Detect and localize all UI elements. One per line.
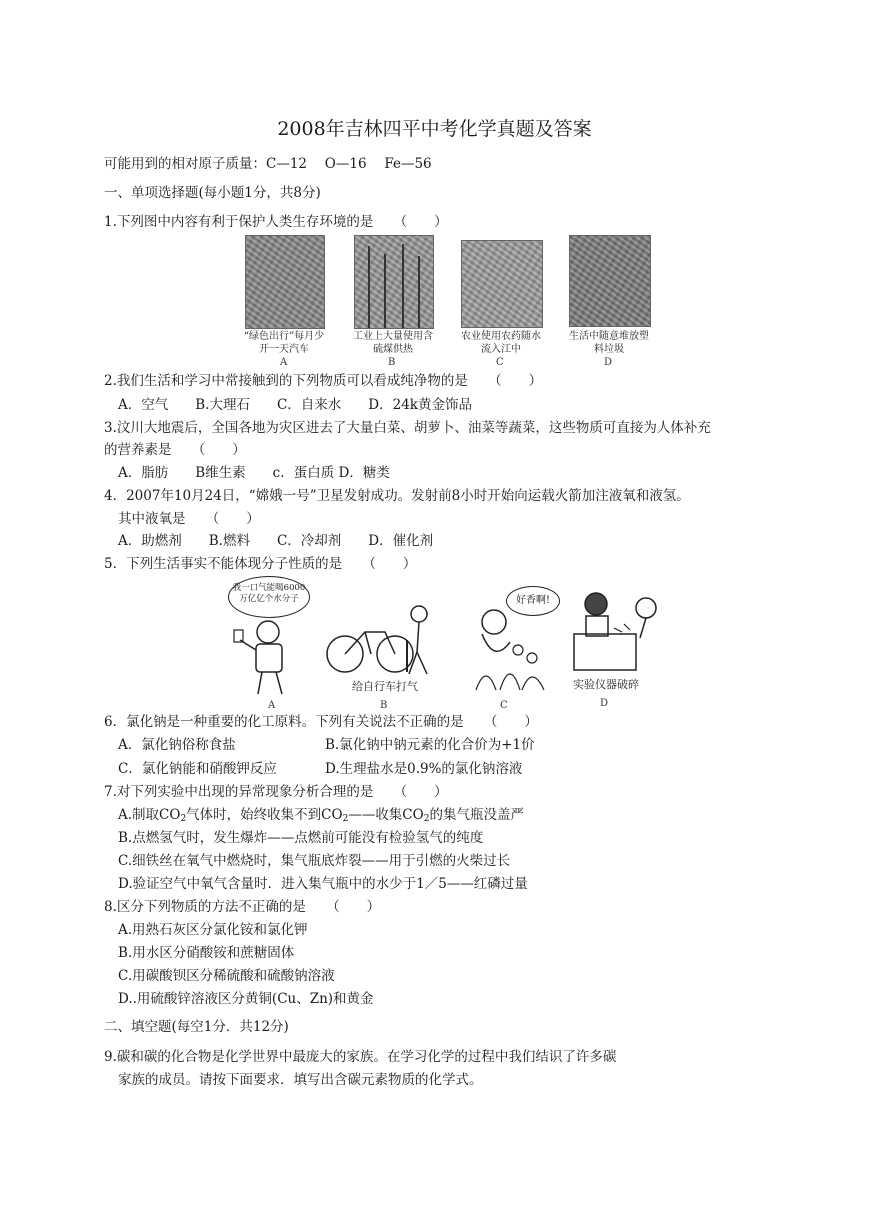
q7-a-part-3: ——收集CO: [348, 807, 424, 823]
question-8-option-a: A.用熟石灰区分氯化铵和氯化钾: [118, 922, 308, 938]
q1-photo-b: [354, 235, 434, 329]
question-7: 7.对下列实验中出现的异常现象分析合理的是 （ ）: [104, 784, 448, 800]
q5-flower-girl-drawing: [466, 602, 556, 692]
question-6-option-d: D.生理盐水是0.9%的氯化钠溶液: [325, 761, 523, 777]
question-2: 2.我们生活和学习中常接触到的下列物质可以看成纯净物的是 （ ）: [104, 373, 543, 389]
question-7-option-b: B.点燃氢气时，发生爆炸——点燃前可能没有检验氢气的纯度: [118, 830, 484, 846]
q7-a-part-1: A.制取CO: [118, 807, 181, 823]
q1-photo-a: [245, 235, 325, 329]
q5-letter-c: C: [500, 700, 508, 711]
question-7-option-a: [118, 805, 524, 829]
question-6: 6．氯化钠是一种重要的化工原料。下列有关说法不正确的是 （ ）: [104, 714, 538, 730]
q5-speech-bubble-c: 好香啊!: [506, 586, 560, 616]
question-9-line-1: 9.碳和碳的化合物是化学世界中最庞大的家族。在学习化学的过程中我们结识了许多碳: [104, 1049, 617, 1065]
q1-letter-a: A: [280, 357, 288, 368]
q1-letter-b: B: [388, 357, 396, 368]
q7-a-sub-3: 2: [423, 814, 430, 824]
q5-letter-b: B: [380, 700, 388, 711]
question-1: 1.下列图中内容有利于保护人类生存环境的是 （ ）: [104, 214, 448, 230]
question-9-line-2: 家族的成员。请按下面要求．填写出含碳元素物质的化学式。: [118, 1072, 483, 1088]
question-8-option-c: C.用碳酸钡区分稀硫酸和硫酸钠溶液: [118, 968, 335, 984]
question-4-options: A．助燃剂 B.燃料 C．冷却剂 D．催化剂: [118, 533, 434, 549]
question-4-line-2: 其中液氧是 （ ）: [118, 511, 260, 527]
section-1-heading: 一、单项选择题(每小题1分，共8分): [104, 185, 321, 201]
question-7-option-c: C.细铁丝在氧气中燃烧时，集气瓶底炸裂——用于引燃的火柴过长: [118, 853, 511, 869]
q5-speech-bubble-a: 我一口气能喝6000万亿亿个水分子: [228, 576, 310, 618]
q1-caption-c: 农业使用农药随水流入江中: [461, 331, 541, 355]
atomic-mass-note: 可能用到的相对原子质量：C—12 O—16 Fe—56: [104, 156, 432, 172]
q1-caption-d: 生活中随意堆放塑料垃圾: [569, 331, 649, 355]
q5-caption-b: 给自行车打气: [352, 680, 418, 693]
question-6-option-a: A．氯化钠俗称食盐: [118, 737, 236, 753]
question-3-options: A．脂肪 B维生素 c．蛋白质 D．糖类: [118, 465, 390, 481]
question-8: 8.区分下列物质的方法不正确的是 （ ）: [104, 899, 381, 915]
q7-a-sub-2: 2: [342, 814, 349, 824]
q1-trees-graphic: [355, 236, 433, 328]
q5-letter-d: D: [600, 698, 609, 709]
section-2-heading: 二、填空题(每空1分．共12分): [104, 1019, 289, 1035]
q1-letter-c: C: [496, 357, 504, 368]
q7-a-part-2: 气体时，始终收集不到CO: [186, 807, 343, 823]
question-8-option-d: D..用硫酸锌溶液区分黄铜(Cu、Zn)和黄金: [118, 991, 374, 1007]
question-7-option-d: D.验证空气中氧气含量时．进入集气瓶中的水少于1／5——红磷过量: [118, 876, 528, 892]
q5-bicycle-pump-drawing: [323, 604, 443, 680]
question-6-option-b: B.氯化钠中钠元素的化合价为+1价: [325, 737, 535, 753]
question-3-line-2: 的营养素是 （ ）: [104, 442, 246, 458]
q1-caption-b: 工业上大量使用含硫煤供热: [353, 331, 433, 355]
question-2-options: A．空气 B.大理石 C．自来水 D．24k黄金饰品: [118, 397, 472, 413]
question-3-line-1: 3.汶川大地震后，全国各地为灾区进去了大量白菜、胡萝卜、油菜等蔬菜，这些物质可直接为人体补充: [104, 420, 711, 436]
q1-photo-c: [461, 240, 543, 328]
question-4-line-1: 4．2007年10月24日，“嫦娥一号”卫星发射成功。发射前8小时开始向运载火箭加注液氧和液氢。: [104, 488, 690, 504]
question-5: 5．下列生活事实不能体现分子性质的是 （ ）: [104, 556, 417, 572]
question-8-option-b: B.用水区分硝酸铵和蔗糖固体: [118, 945, 295, 961]
q7-a-part-4: 的集气瓶没盖严: [429, 807, 524, 823]
q7-a-sub-1: 2: [180, 814, 187, 824]
q5-drinking-boy-drawing: [230, 618, 310, 698]
q1-caption-a: “绿色出行”每月少开一天汽车: [243, 331, 325, 355]
question-6-option-c: C．氯化钠能和硝酸钾反应: [118, 761, 277, 777]
q5-lab-accident-drawing: [570, 590, 670, 674]
q5-caption-d: 实验仪器破碎: [573, 678, 639, 691]
q1-photo-d: [569, 235, 651, 327]
q1-letter-d: D: [604, 357, 613, 368]
page-title: 2008年吉林四平中考化学真题及答案: [277, 118, 592, 140]
q5-letter-a: A: [268, 700, 276, 711]
